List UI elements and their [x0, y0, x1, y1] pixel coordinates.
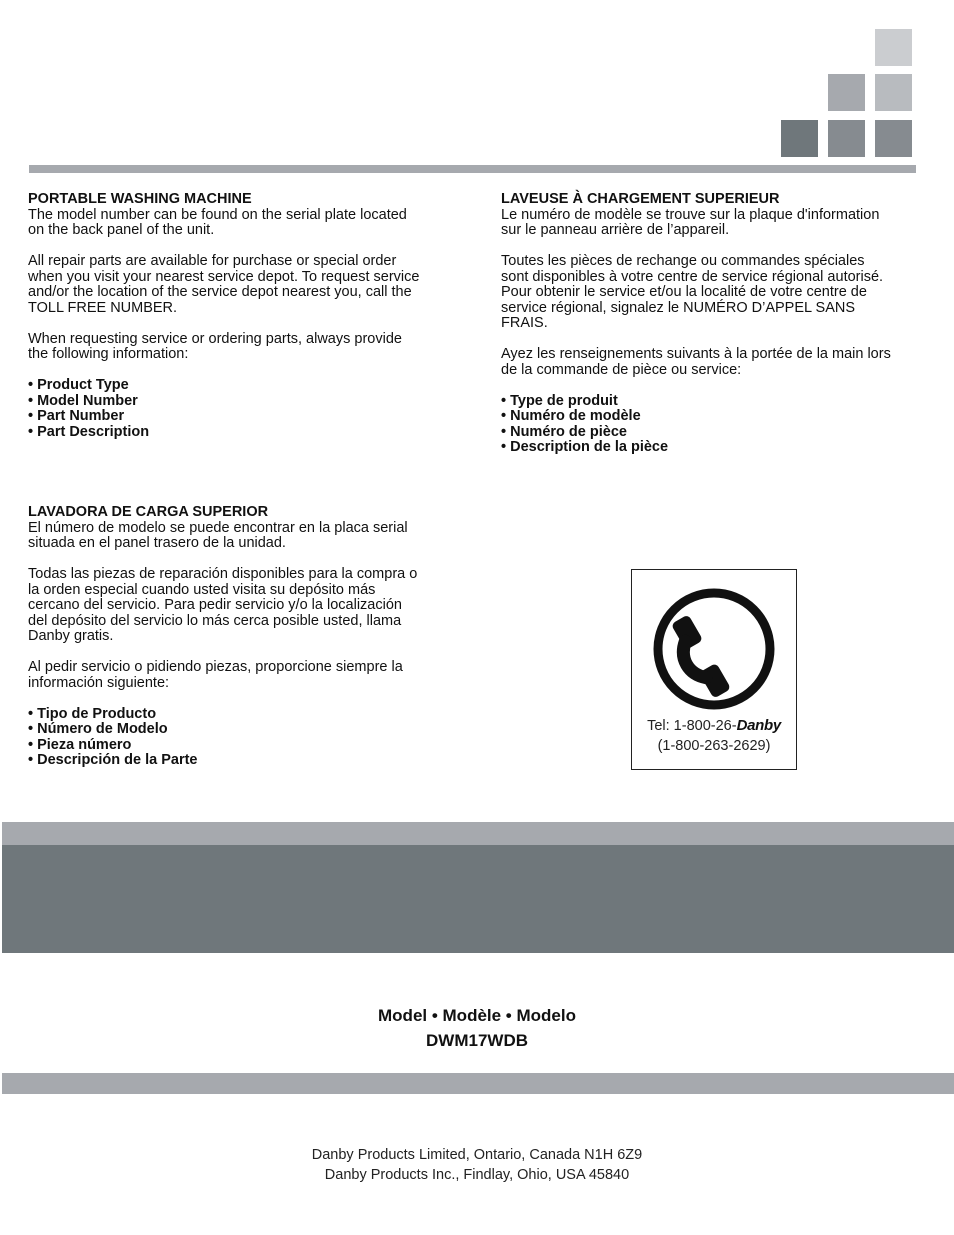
footer-band-dark: [2, 845, 954, 953]
list-item: • Descripción de la Parte: [28, 752, 198, 768]
paragraph: Todas las piezas de reparación disponibles para la compra o la orden especial cuando usted visita su depósito más cercano del servicio. Para pedir servicio y/o la localización del depósito del servicio lo más cerca posible usted, llama Danby gratis.: [28, 566, 418, 644]
paragraph: Le numéro de modèle se trouve sur la plaque d'information sur le panneau arrière de l’appareil.: [501, 206, 880, 238]
list-item: • Numéro de pièce: [501, 423, 627, 440]
list-item: • Model Number: [28, 392, 138, 409]
address-line: Danby Products Inc., Findlay, Ohio, USA 45840: [324, 1166, 630, 1183]
tel-number: Tel: 1-800-26-Danby: [647, 717, 781, 734]
section-title: PORTABLE WASHING MACHINE: [28, 191, 252, 207]
info-list: [28, 378, 468, 440]
header-square: [875, 29, 912, 66]
list-item: • Tipo de Producto: [28, 705, 157, 722]
tel-number-numeric: (1-800-263-2629): [657, 738, 771, 754]
paragraph: All repair parts are available for purchase or special order when you visit your nearest service depot. To request service and/or the location of the service depot nearest you, call the TOLL FREE NUMBER.: [28, 253, 420, 316]
company-address: [0, 1146, 954, 1185]
paragraph: Al pedir servicio o pidiendo piezas, proporcione siempre la información siguiente:: [28, 659, 403, 691]
info-list: [28, 707, 468, 769]
phone-contact-box: [631, 569, 797, 770]
list-item: • Type de produit: [501, 392, 618, 409]
list-item: • Product Type: [28, 377, 129, 393]
spanish-section: [28, 505, 468, 769]
paragraph: El número de modelo se puede encontrar en la placa serial situada en el panel trasero de la unidad.: [28, 519, 408, 551]
list-item: • Numéro de modèle: [501, 408, 641, 424]
list-item: • Part Description: [28, 423, 150, 440]
footer-band: [2, 822, 954, 845]
list-item: • Description de la pièce: [501, 439, 669, 455]
header-square: [828, 74, 865, 111]
list-item: • Número de Modelo: [28, 721, 168, 737]
paragraph: When requesting service or ordering parts, always provide the following information:: [28, 330, 402, 362]
header-rule: [29, 165, 916, 173]
english-section: [28, 192, 468, 440]
french-section: [501, 192, 941, 456]
section-title: LAVEUSE À CHARGEMENT SUPERIEUR: [501, 191, 780, 207]
paragraph: Toutes les pièces de rechange ou commandes spéciales sont disponibles à votre centre de service régional autorisé. Pour obtenir le service et/ou la localité de votre centre de service régional, signalez le NUMÉRO D’APPEL SANS FRAIS.: [501, 253, 884, 331]
model-number: DWM17WDB: [426, 1031, 528, 1050]
paragraph: The model number can be found on the serial plate located on the back panel of the unit.: [28, 206, 407, 238]
footer-band: [2, 1073, 954, 1094]
paragraph: Ayez les renseignements suivants à la portée de la main lors de la commande de pièce ou service:: [501, 346, 891, 378]
list-item: • Pieza número: [28, 736, 132, 753]
model-label: Model • Modèle • Modelo: [378, 1006, 576, 1025]
danby-logo: Danby: [736, 717, 781, 734]
list-item: • Part Number: [28, 408, 125, 424]
header-square: [781, 120, 818, 157]
header-square: [828, 120, 865, 157]
header-square: [875, 120, 912, 157]
address-line: Danby Products Limited, Ontario, Canada N1H 6Z9: [311, 1147, 643, 1163]
model-info: [0, 1003, 954, 1053]
telephone-handset-icon: [649, 584, 779, 714]
info-list: [501, 394, 941, 456]
section-title: LAVADORA DE CARGA SUPERIOR: [28, 504, 269, 520]
header-square: [875, 74, 912, 111]
